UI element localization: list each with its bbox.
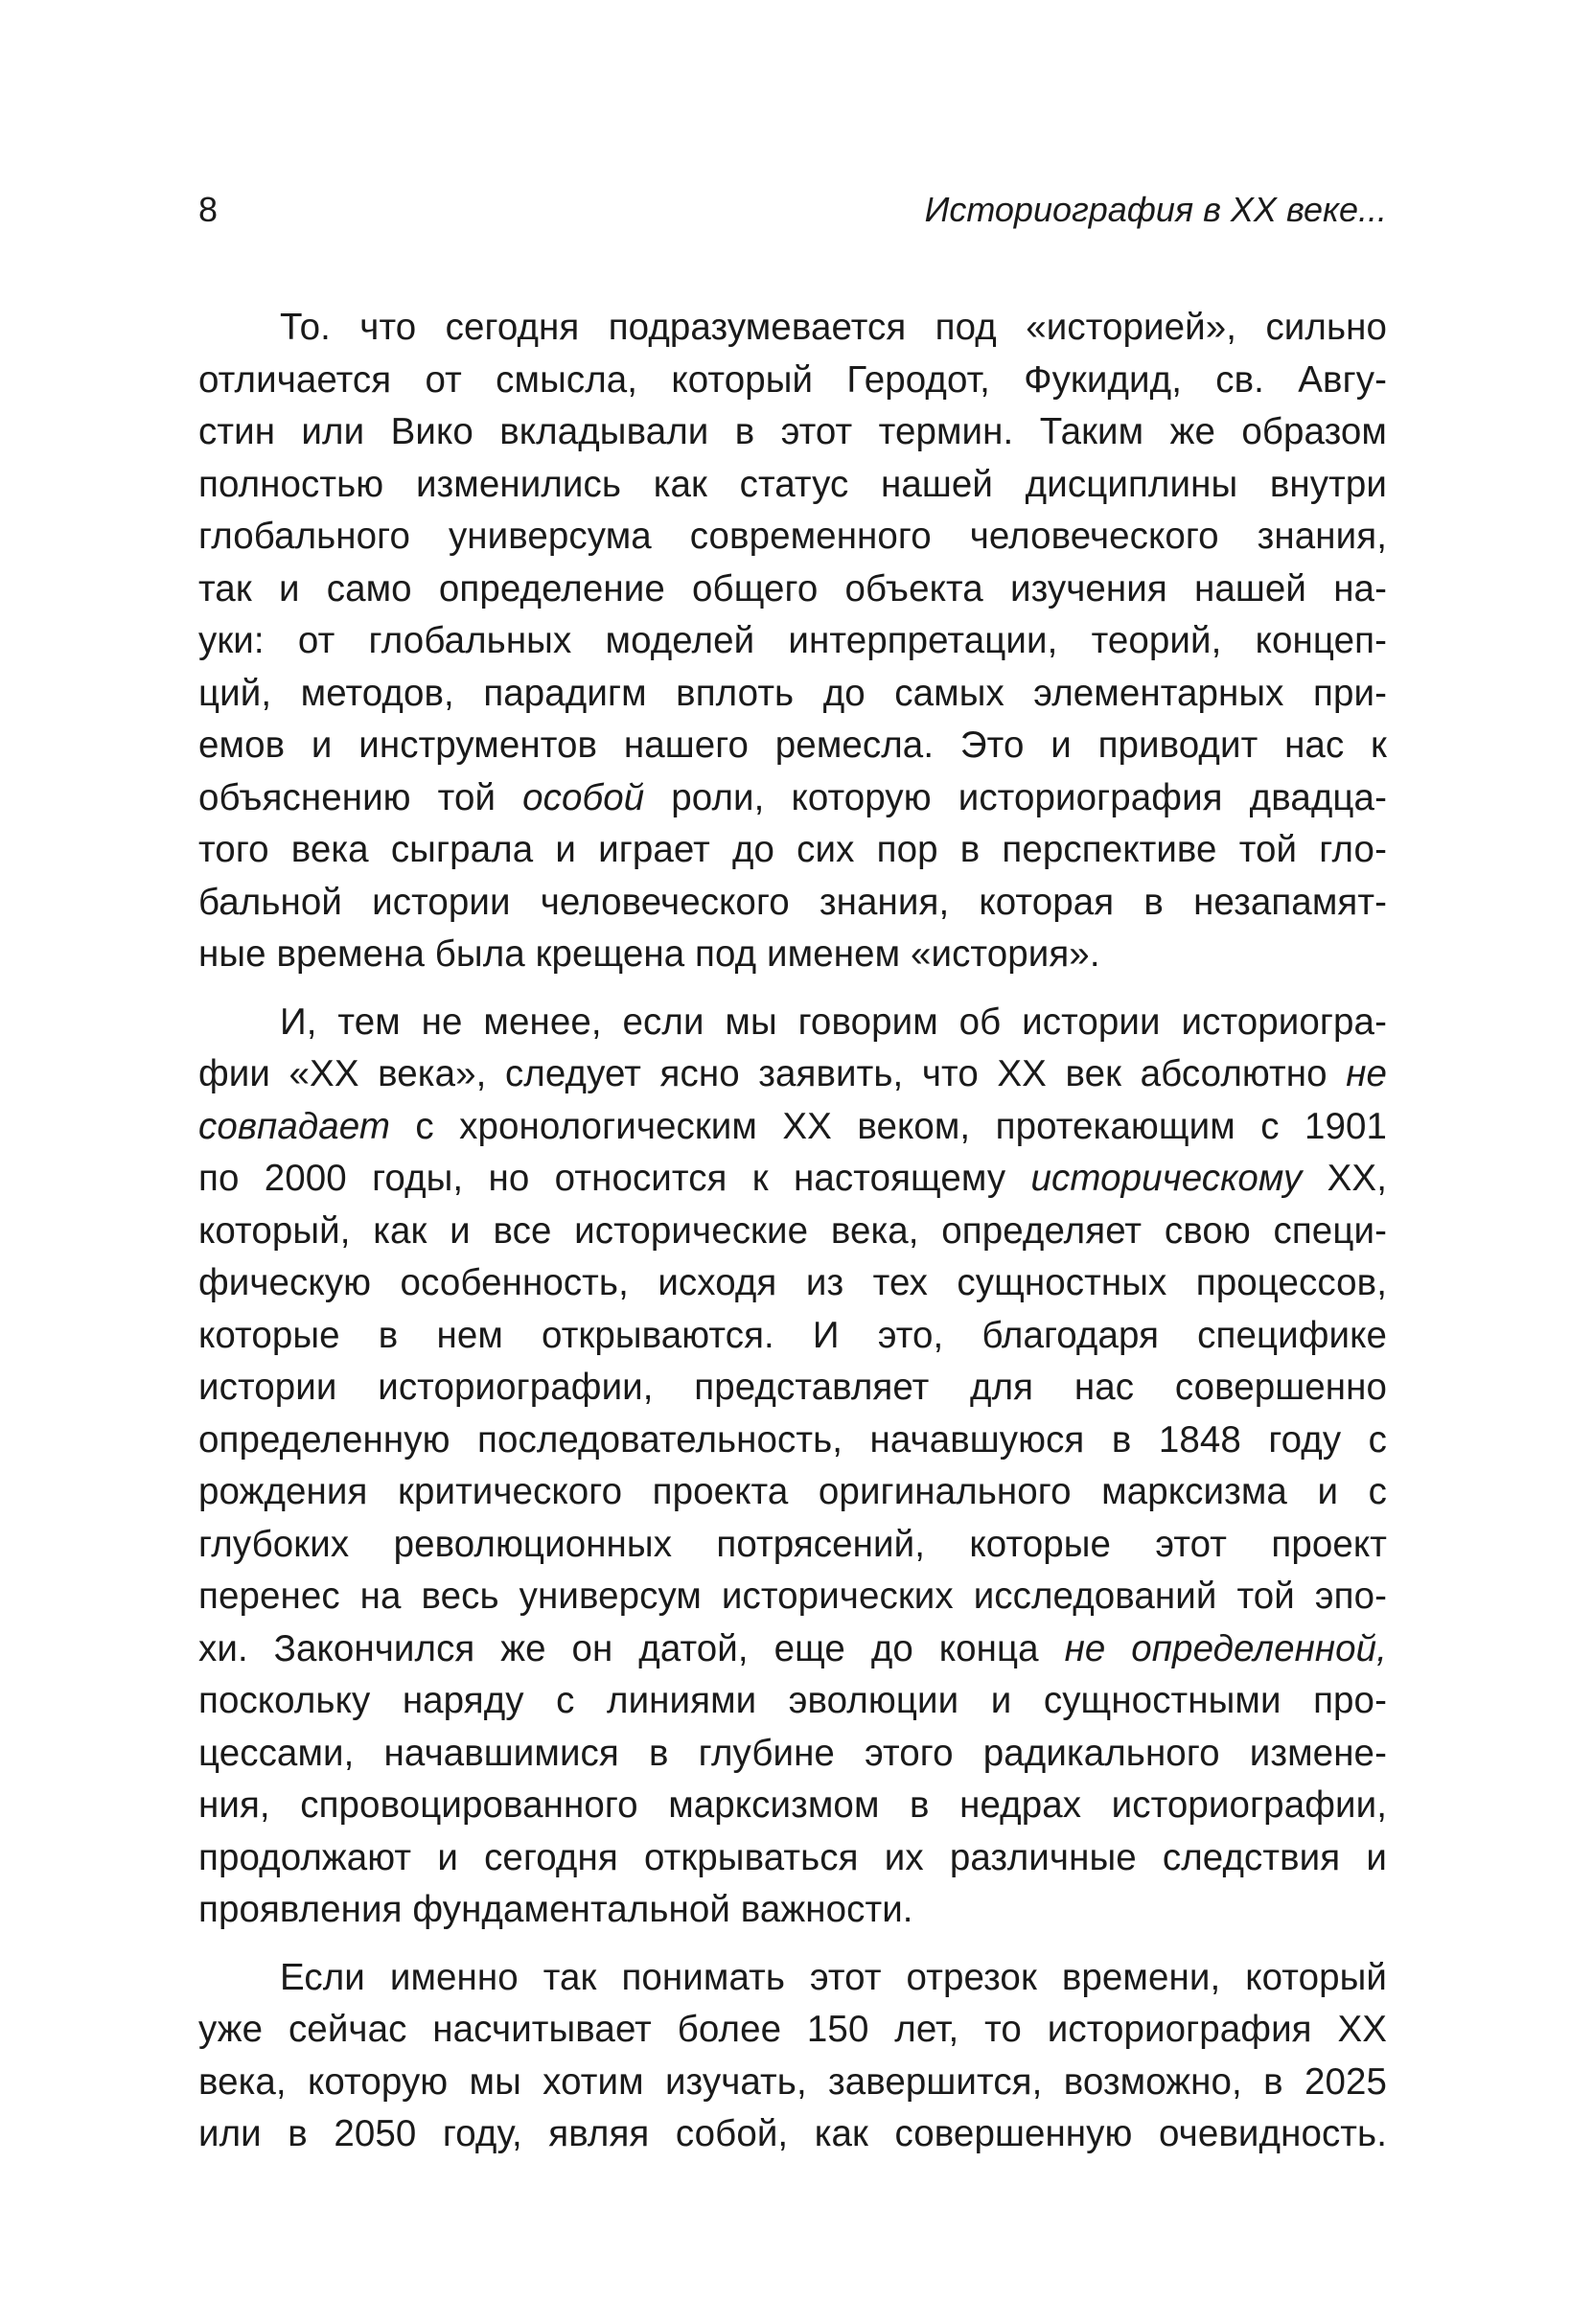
text-line (198, 1206, 1387, 1258)
text-run: проявления фундаментальной важности. (198, 1889, 913, 1930)
text-line (198, 720, 1387, 772)
text-run: уки: от глобальных моделей интерпретации, теорий, концеп- (198, 620, 1387, 661)
text-line (198, 668, 1387, 721)
text-line (198, 511, 1387, 564)
paragraph (198, 1952, 1387, 2161)
text-line (198, 406, 1387, 459)
text-line (198, 929, 1387, 981)
text-run: фии «XX века», следует ясно заявить, что XX век абсолютно (198, 1053, 1347, 1094)
text-line (198, 1310, 1387, 1363)
text-run: который, как и все исторические века, определяет свою специ- (198, 1209, 1387, 1252)
text-line (198, 1048, 1387, 1101)
text-line (198, 1101, 1387, 1154)
text-line (198, 1153, 1387, 1206)
text-run: поскольку наряду с линиями эволюции и сущностными про- (198, 1680, 1387, 1721)
text-line (198, 1952, 1387, 2005)
text-run: Если именно так понимать этот отрезок времени, который (280, 1956, 1387, 1998)
text-run: полностью изменились как статус нашей дисциплины внутри (198, 463, 1387, 505)
text-run: с хронологическим XX веком, протекающим с 1901 (390, 1105, 1387, 1147)
running-title: Историография в XX веке... (924, 190, 1387, 229)
text-line (198, 355, 1387, 407)
text-line (198, 1780, 1387, 1832)
text-line (198, 1832, 1387, 1885)
text-run: объяснению той (198, 776, 523, 818)
text-run: XX, (1302, 1158, 1387, 1199)
emphasis-text: историческому (1030, 1158, 1303, 1199)
text-run: глубоких революционных потрясений, которые этот проект (198, 1523, 1387, 1565)
text-line (198, 1257, 1387, 1310)
paragraph (198, 302, 1387, 981)
text-line (198, 2004, 1387, 2057)
text-line (198, 2057, 1387, 2109)
text-run: того века сыграла и играет до сих пор в перспективе той гло- (198, 829, 1387, 870)
text-line (198, 564, 1387, 616)
text-line (198, 877, 1387, 930)
text-run: перенес на весь универсум исторических исследований той эпо- (198, 1576, 1387, 1617)
text-run: или в 2050 году, являя собой, как совершенную очевидность. (198, 2113, 1387, 2154)
text-line (198, 1519, 1387, 1572)
text-line (198, 1728, 1387, 1781)
text-run: То. что сегодня подразумевается под «историей», сильно (280, 307, 1387, 348)
text-line (198, 1415, 1387, 1467)
text-run: цессами, начавшимися в глубине этого радикального измене- (198, 1732, 1387, 1774)
page-number: 8 (198, 190, 219, 229)
text-run: фическую особенность, исходя из тех сущностных процессов, (198, 1262, 1387, 1303)
text-run: ния, спровоцированного марксизмом в недрах историографии, (198, 1784, 1387, 1826)
emphasis-text: особой (522, 776, 645, 818)
text-run: бальной истории человеческого знания, которая в незапамят- (198, 881, 1387, 923)
text-line (198, 1571, 1387, 1623)
paragraph (198, 997, 1387, 1937)
text-line (198, 302, 1387, 355)
text-line (198, 1884, 1387, 1937)
text-line (198, 459, 1387, 512)
text-run: емов и инструментов нашего ремесла. Это и приводит нас к (198, 725, 1387, 766)
body-text (198, 302, 1387, 2161)
text-run: стин или Вико вкладывали в этот термин. Таким же образом (198, 411, 1387, 452)
text-run: отличается от смысла, который Геродот, Фукидид, св. Авгу- (198, 358, 1387, 401)
text-line (198, 1362, 1387, 1415)
text-line (198, 1466, 1387, 1519)
text-run: хи. Закончился же он датой, еще до конца (198, 1627, 1065, 1669)
text-line (198, 1675, 1387, 1728)
text-run: которые в нем открываются. И это, благодаря специфике (198, 1314, 1387, 1356)
text-run: века, которую мы хотим изучать, завершится, возможно, в 2025 (198, 2060, 1387, 2103)
text-run: рождения критического проекта оригинального марксизма и с (198, 1471, 1387, 1512)
text-line (198, 615, 1387, 668)
emphasis-text: не (1346, 1053, 1387, 1094)
text-line (198, 997, 1387, 1049)
text-run: И, тем не менее, если мы говорим об истории историогра- (280, 1001, 1387, 1043)
text-line (198, 772, 1387, 825)
running-header (198, 187, 1387, 233)
text-run: истории историографии, представляет для нас совершенно (198, 1367, 1387, 1408)
text-run: определенную последовательность, начавшуюся в 1848 году с (198, 1418, 1387, 1461)
text-line (198, 2108, 1387, 2161)
emphasis-text: совпадает (198, 1105, 390, 1147)
text-run: продолжают и сегодня открываться их различные следствия и (198, 1836, 1387, 1878)
text-run: глобального универсума современного человеческого знания, (198, 516, 1387, 557)
emphasis-text: не определенной, (1064, 1627, 1387, 1669)
text-line (198, 1623, 1387, 1676)
text-run: ций, методов, парадигм вплоть до самых элементарных при- (198, 672, 1387, 714)
book-page (198, 187, 1387, 2176)
text-run: уже сейчас насчитывает более 150 лет, то историография XX (198, 2009, 1387, 2050)
text-run: роли, которую историография двадца- (644, 776, 1387, 818)
text-run: по 2000 годы, но относится к настоящему (198, 1158, 1031, 1199)
text-line (198, 824, 1387, 877)
text-run: ные времена была крещена под именем «история». (198, 933, 1100, 975)
text-run: так и само определение общего объекта изучения нашей на- (198, 567, 1387, 610)
